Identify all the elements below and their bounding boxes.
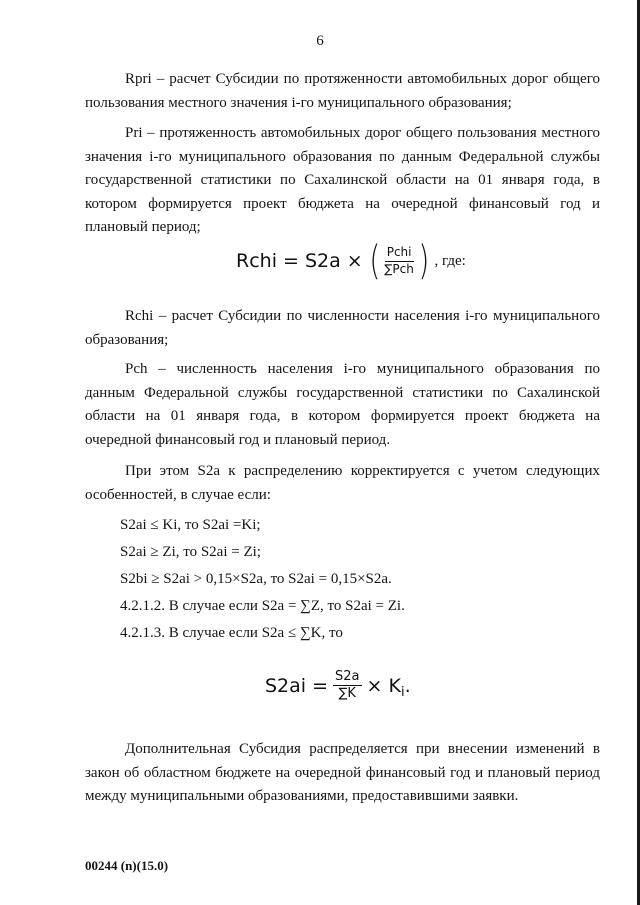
clause-4-2-1-3: 4.2.1.3. В случае если S2a ≤ ∑K, то [120,625,343,641]
formula-s2ai-period: . [404,674,411,697]
paragraph-rpri: Rpri – расчет Субсидии по протяженности автомобильных дорог общего пользования местного значения i-го муниципального образования; [85,71,600,111]
formula-rchi-left-paren: ( [369,238,381,284]
page-number: 6 [316,33,324,49]
formula-s2ai [265,670,411,702]
condition-line-3: S2bi ≥ S2ai > 0,15×S2a, то S2ai = 0,15×S2a. [120,571,392,587]
formula-s2ai-subscript: i [400,685,405,701]
formula-rchi-numerator: Pchi [385,246,414,261]
formula-rchi-denominator: ∑Pch [384,261,414,276]
formula-s2ai-denominator: ∑K [338,686,356,702]
clause-4-2-1-2: 4.2.1.2. В случае если S2a = ∑Z, то S2ai = Zi. [120,598,405,614]
paragraph-pri: Pri – протяженность автомобильных дорог общего пользования местного значения i-го муниципального образования по данным Федеральной службы государственной статистики по Сахалинской области на 01 января года, в котором формируется проект бюджета на очередной финансовый год и плановый период; [85,125,600,235]
paragraph-correction: При этом S2a к распределению корректируется с учетом следующих особенностей, в случае если: [85,463,600,503]
formula-s2ai-fraction [333,670,362,702]
paragraph-additional: Дополнительная Субсидия распределяется при внесении изменений в закон об областном бюджете на очередной финансовый год и плановый период между муниципальными образованиями, предоставившими заявки. [85,741,600,804]
formula-rchi-right-paren: ) [418,238,430,284]
formula-s2ai-times: × K [366,674,401,697]
formula-s2ai-numerator: S2a [333,670,362,686]
document-code-footer: 00244 (n)(15.0) [85,858,169,873]
condition-line-1: S2ai ≤ Ki, то S2ai =Ki; [120,517,261,533]
formula-rchi-fraction [382,246,416,275]
paragraph-rchi: Rchi – расчет Субсидии по численности населения i-го муниципального образования; [85,308,600,348]
paragraph-pch: Pch – численность населения i-го муниципального образования по данным Федеральной службы государственной статистики по Сахалинской области на 01 января года, в котором формируется проект бюджета на очередной финансовый год и плановый период. [85,361,600,448]
formula-rchi [236,238,466,284]
formula-rchi-lhs: Rchi = S2a × [236,250,363,272]
formula-rchi-suffix: , где: [434,252,466,269]
formula-s2ai-lhs: S2ai = [265,674,329,697]
condition-line-2: S2ai ≥ Zi, то S2ai = Zi; [120,544,261,560]
